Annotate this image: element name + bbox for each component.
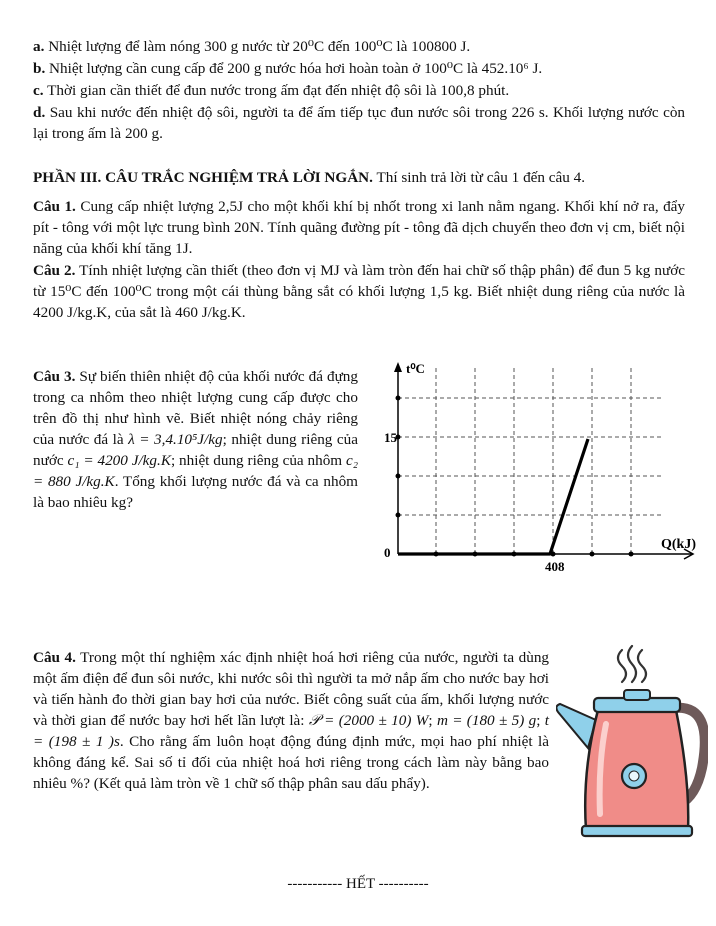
x-axis-tick-dot (629, 552, 634, 557)
part3-heading: PHẦN III. CÂU TRẮC NGHIỆM TRẢ LỜI NGẮN. Thí sinh trả lời từ câu 1 đến câu 4. (33, 169, 586, 186)
temperature-heat-graph (362, 356, 712, 582)
y-axis-tick-dot (396, 396, 401, 401)
question-2: Câu 2. Tính nhiệt lượng cần thiết (theo đơn vị MJ và làm tròn đến hai chữ số thập phân) để đun 5 kg nước từ 15⁰C đến 100⁰C trong một cái thùng bằng sắt có khối lượng 1,5 kg. Biết nhiệt dung riêng của nước là 4200 J/kg.K, của sắt là 460 J/kg.K. (33, 262, 685, 321)
series-line (398, 439, 588, 554)
steam-icon (618, 646, 646, 682)
x-axis-label: Q(kJ) (661, 537, 696, 552)
y-axis-tick-dot (396, 513, 401, 518)
kettle-lid-knob (624, 690, 650, 700)
option-c: c. Thời gian cần thiết để đun nước trong ấm đạt đến nhiệt độ sôi là 100,8 phút. (33, 82, 510, 99)
kettle-gauge-center (629, 771, 639, 781)
x-axis-tick-dot (590, 552, 595, 557)
question-4: Câu 4. Trong một thí nghiệm xác định nhiệt hoá hơi riêng của nước, người ta dùng một ấm điện để đun sôi nước, khi nước sôi thì người ta mở nắp ấm cho nước bay hơi và tiến hành đo thời gian bay hơi của nước. Biết công suất của ấm, khối lượng nước và thời gian để nước bay hơi hết lần lượt là: 𝒫 = (2000 ± 10) W; m = (180 ± 5) g; t = (198 ± 1 )s. Cho rằng ấm luôn hoạt động đúng định mức, mọi hao phí nhiệt là không đáng kể. Sai số tỉ đối của nhiệt hoá hơi riêng trong cách làm này bằng bao nhiêu %? (Kết quả làm tròn về 1 chữ số thập phân sau dấu phẩy). (33, 649, 550, 792)
y-axis-tick-dot (396, 474, 401, 479)
x-tick-label-408: 408 (545, 559, 565, 574)
y-tick-label-0: 0 (384, 545, 391, 560)
kettle-base (582, 826, 692, 836)
end-marker: ----------- HẾT ---------- (287, 876, 429, 892)
y-axis-arrow (394, 362, 402, 372)
y-tick-label-15: 15 (384, 430, 397, 445)
question-3: Câu 3. Sự biến thiên nhiệt độ của khối nước đá đựng trong ca nhôm theo nhiệt lượng cung cấp được cho trên đồ thị như hình vẽ. Biết nhiệt nóng chảy riêng của nước đá là λ = 3,4.10⁵J/kg; nhiệt dung riêng của nước c₁ = 4200 J/kg.K; nhiệt dung riêng của nhôm c₂ = 880 J/kg.K. Tổng khối lượng nước đá và ca nhôm là bao nhiêu kg? (33, 368, 359, 511)
option-d: d. Sau khi nước đến nhiệt độ sôi, người ta để ấm tiếp tục đun nước sôi trong 226 s. Khối lượng nước còn lại trong ấm là 200 g. (33, 104, 686, 142)
electric-kettle-illustration (556, 640, 708, 840)
y-axis-label: t⁰C (406, 361, 425, 376)
question-1: Câu 1. Cung cấp nhiệt lượng 2,5J cho một khối khí bị nhốt trong xi lanh nằm ngang. Khối khí nở ra, đẩy pít - tông với một lực trung bình 20N. Tính quãng đường pít - tông đã dịch chuyển theo đơn vị cm, biết nội năng của khối khí tăng 1J. (33, 198, 685, 257)
option-a: a. Nhiệt lượng để làm nóng 300 g nước từ 20⁰C đến 100⁰C là 100800 J. (33, 38, 471, 55)
option-b: b. Nhiệt lượng cần cung cấp để 200 g nước hóa hơi hoàn toàn ở 100⁰C là 452.10⁶ J. (33, 60, 543, 77)
graph-grid (398, 368, 662, 554)
